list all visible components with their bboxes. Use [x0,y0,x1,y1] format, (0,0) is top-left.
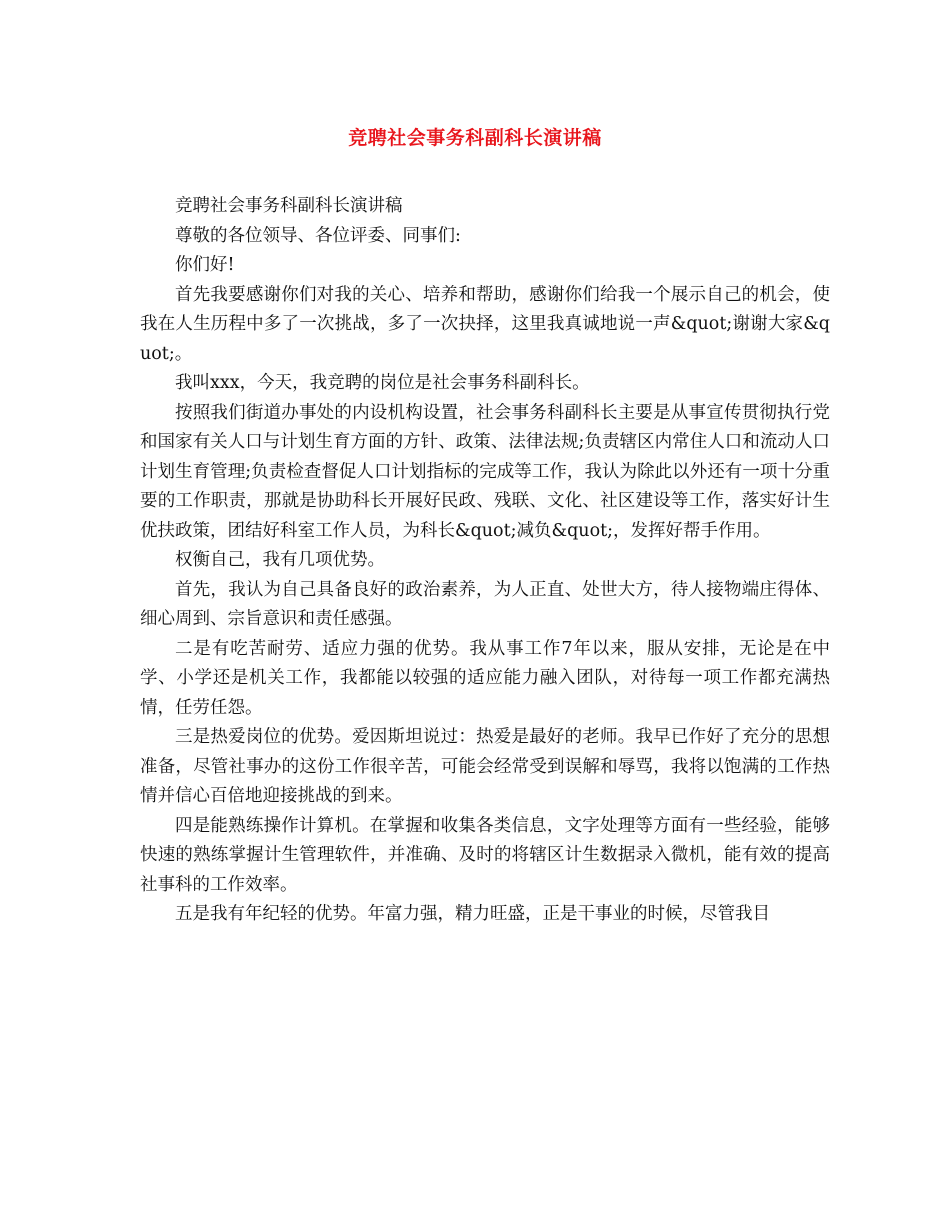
paragraph: 二是有吃苦耐劳、适应力强的优势。我从事工作7年以来，服从安排，无论是在中学、小学还是机关工作，我都能以较强的适应能力融入团队，对待每一项工作都充满热情，任劳任怨。 [140,638,830,718]
paragraph: 尊敬的各位领导、各位评委、同事们: [175,225,461,246]
paragraph: 五是我有年纪轻的优势。年富力强，精力旺盛，正是干事业的时候，尽管我目 [175,904,770,924]
document-title: 竞聘社会事务科副科长演讲稿 [348,127,602,149]
paragraph: 竞聘社会事务科副科长演讲稿 [175,196,403,216]
paragraph: 权衡自己，我有几项优势。 [175,550,385,570]
paragraph: 你们好! [175,255,235,275]
document-body [140,192,830,930]
paragraph: 四是能熟练操作计算机。在掌握和收集各类信息，文字处理等方面有一些经验，能够快速的熟练掌握计生管理软件，并准确、及时的将辖区计生数据录入微机，能有效的提高社事科的工作效率。 [140,815,830,895]
paragraph: 首先，我认为自己具备良好的政治素养，为人正直、处世大方，待人接物端庄得体、细心周到、宗旨意识和责任感强。 [140,579,830,629]
paragraph: 首先我要感谢你们对我的关心、培养和帮助，感谢你们给我一个展示自己的机会，使我在人生历程中多了一次挑战，多了一次抉择，这里我真诚地说一声&quot;谢谢大家&quot;。 [140,284,830,364]
paragraph: 三是热爱岗位的优势。爱因斯坦说过：热爱是最好的老师。我早已作好了充分的思想准备，尽管社事办的这份工作很辛苦，可能会经常受到误解和辱骂，我将以饱满的工作热情并信心百倍地迎接挑战的到来。 [140,727,830,806]
paragraph: 按照我们街道办事处的内设机构设置，社会事务科副科长主要是从事宣传贯彻执行党和国家有关人口与计划生育方面的方针、政策、法律法规;负责辖区内常住人口和流动人口计划生育管理;负责检查督促人口计划指标的完成等工作，我认为除此以外还有一项十分重要的工作职责，那就是协助科长开展好民政、残联、文化、社区建设等工作，落实好计生优扶政策，团结好科室工作人员，为科长&quot;减负&quot;，发挥好帮手作用。 [140,402,830,541]
paragraph: 我叫xxx，今天，我竞聘的岗位是社会事务科副科长。 [175,373,590,393]
